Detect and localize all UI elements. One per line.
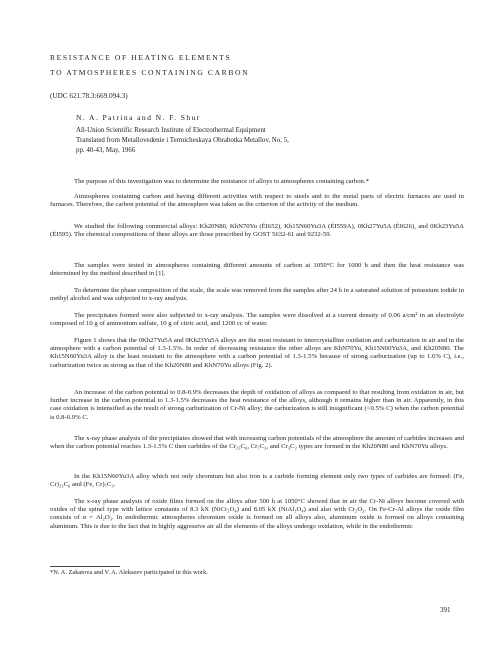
footnote-rule: [50, 566, 120, 567]
paragraph-text: Figure 1 shows that the 0Kh27Yu5A and 0Kh23Yu5A alloys are the most resistant to intercrystalline oxidation and carburization in air and in the atmosphere with a carbon potential of 1.3-1.5%. In order of decreasing resistance the other alloys are KhN70Yu, Kh15N60Yu3A, and Kh20N80. The Kh15N60Yu3A alloy is the least resistant to the atmosphere with a carbon potential of 1.3-1.5% because of strong carburization (up to 1.6% C), i.e., carburization twice as strong as that of the Kh20N80 and KhN70Yu alloys (Fig. 2).: [50, 337, 464, 369]
authors: N. A. Patrina and N. F. Shur: [76, 113, 201, 122]
paragraph-kh15n60yu3a: [50, 473, 464, 489]
footnote: *N. A. Zakatova and V. A. Alekseev participated in this work.: [50, 569, 208, 576]
paragraph-figure-1: [50, 337, 464, 370]
paragraph-text: To determine the phase composition of the scale, the scale was removed from the samples after 24 h in a saturated solution of potassium iodide in methyl alcohol and was subjected to x-ray analysis.: [50, 287, 464, 303]
page-number: 391: [440, 606, 451, 614]
paragraph-text: The samples were tested in atmospheres containing different amounts of carbon at 1050°C for 1000 h and then the heat resistance was determined by the method described in [1].: [50, 262, 464, 278]
paragraph-xray-precipitates: [50, 435, 464, 451]
paragraph-text: Atmospheres containing carbon and having different activities with respect to steels and to the metal parts of electric furnaces are used in furnaces. Therefore, the carbon potential of the atmosphere was taken as the criterion of the activity of the medium.: [50, 193, 464, 209]
title-line-2: TO ATMOSPHERES CONTAINING CARBON: [50, 68, 250, 77]
paragraph-text: The precipitates formed were also subjected to x-ray analysis. The samples were dissolved at a current density of 0.06 a/cm² in an electrolyte composed of 10 g of ammonium sulfate, 10 g of citric acid, and 1200 cc of water.: [50, 312, 464, 328]
paragraph-text: We studied the following commercial alloys: Kh20N80, KhN70Yu (ÉI652), Kh15N60Yu3A (ÉI559A), 0Kh27Yu5A (ÉI626), and 0Kh23Yu5A (ÉI595). The chemical compositions of these alloys are those prescribed by GOST 5632-61 and 9232-59.: [50, 223, 464, 239]
affiliation-line-2: Translated from Metallovedenie i Termicheskaya Obrabotka Metallov, No. 5,: [76, 137, 289, 144]
paragraph-phase-composition: [50, 287, 464, 303]
paragraph-carbon-potential: [50, 389, 464, 422]
affiliation-line-1: All-Union Scientific Research Institute of Electrothermal Equipment: [76, 127, 266, 134]
paragraph-samples: [50, 262, 464, 278]
paragraph-atmospheres: [50, 193, 464, 209]
paragraph-text: The x-ray phase analysis of the precipitates showed that with increasing carbon potentials of the atmosphere the amount of carbides increases and when the carbon potential reaches 1.3-1.5% C then carbides of the Cr₂₃C₆, Cr₇C₃, and Cr₃C₂ types are formed in the Kh20N80 and KhN70Yu alloys.: [50, 435, 464, 451]
paragraph-text: The x-ray phase analysis of oxide films formed on the alloys after 500 h at 1050°C showed that in air the Cr-Ni alloys become covered with oxides of the spinel type with lattice constants of 8.3 kX (NiCr₂O₄) and 8.05 kX (NiAl₂O₄) and also with Cr₂O₃. On Fe-Cr-Al alloys the oxide film consists of α = Al₂O₃. In endothermic atmospheres chromium oxide is formed on all alloys also, aluminum oxide is formed on alloys containing aluminum. This is due to the fact that in highly aggressive air all the elements of the alloys undergo oxidation, while in the endothermic: [50, 498, 464, 530]
paragraph-text: An increase of the carbon potential to 0.8-0.9% decreases the depth of oxidation of alloys as compared to that resulting from oxidation in air, but further increase in the carbon potential to 1.3-1.5% decreases the heat resistance of the alloys, although it remains higher than in air. Apparently, in this case oxidation is intensified as the result of strong carburization of Cr-Ni alloy; the carburization is still insignificant (<0.5% C) when the carbon potential is 0.8-0.9% C.: [50, 389, 464, 421]
paragraph-alloys: [50, 223, 464, 239]
paragraph-text: In the Kh15N60Yu3A alloy which not only chromium but also iron is a carbide forming element only two types of carbides are formed: (Fe, Cr)₂₃C₆ and (Fe, Cr)₇C₃.: [50, 473, 464, 489]
paragraph-precipitates: [50, 312, 464, 328]
paragraph-text: The purpose of this investigation was to determine the resistance of alloys to atmospheres containing carbon.*: [74, 178, 369, 185]
title-line-1: RESISTANCE OF HEATING ELEMENTS: [50, 53, 232, 62]
paragraph-xray-oxide-films: [50, 498, 464, 531]
udc-code: (UDC 621.78.3:669.094.3): [50, 92, 128, 100]
affiliation-line-3: pp. 40-43, May, 1966: [76, 147, 136, 154]
paragraph-purpose: [50, 178, 464, 186]
